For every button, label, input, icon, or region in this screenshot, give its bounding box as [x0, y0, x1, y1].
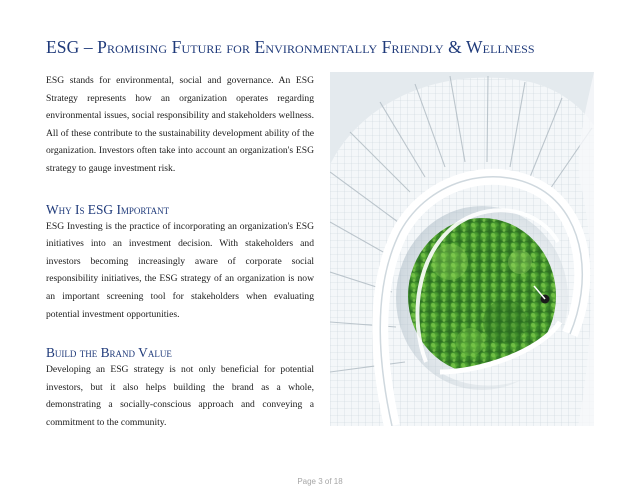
staircase-photo: [330, 72, 594, 426]
brand-value-paragraph: Developing an ESG strategy is not only beneficial for potential investors, but it also helps building the brand as a whole, demonstrating a socially-conscious approach and conveying a commitment to the community.: [46, 364, 314, 428]
why-esg-heading: Why Is ESG Important: [46, 201, 170, 217]
page-number: Page 3 of 18: [297, 477, 343, 486]
page-title: ESG – Promising Future for Environmentally Friendly & Wellness: [46, 37, 535, 57]
text-column: [46, 72, 314, 432]
brand-value-heading: Build the Brand Value: [46, 345, 172, 361]
why-esg-paragraph: ESG Investing is the practice of incorporating an organization's ESG initiatives into an investment decision. With stakeholders and investors becoming increasingly aware of corporate social responsibility initiatives, the ESG strategy of an organization is now an important screening tool for stakeholders when evaluating potential investment opportunities.: [46, 220, 314, 320]
intro-paragraph: ESG stands for environmental, social and governance. An ESG Strategy represents how an organization operates regarding environmental issues, social responsibility and stakeholders wellness. All of these contribute to the sustainability development ability of the organization. Investors often take into account an organization's ESG strategy to gauge investment risk.: [46, 75, 314, 174]
